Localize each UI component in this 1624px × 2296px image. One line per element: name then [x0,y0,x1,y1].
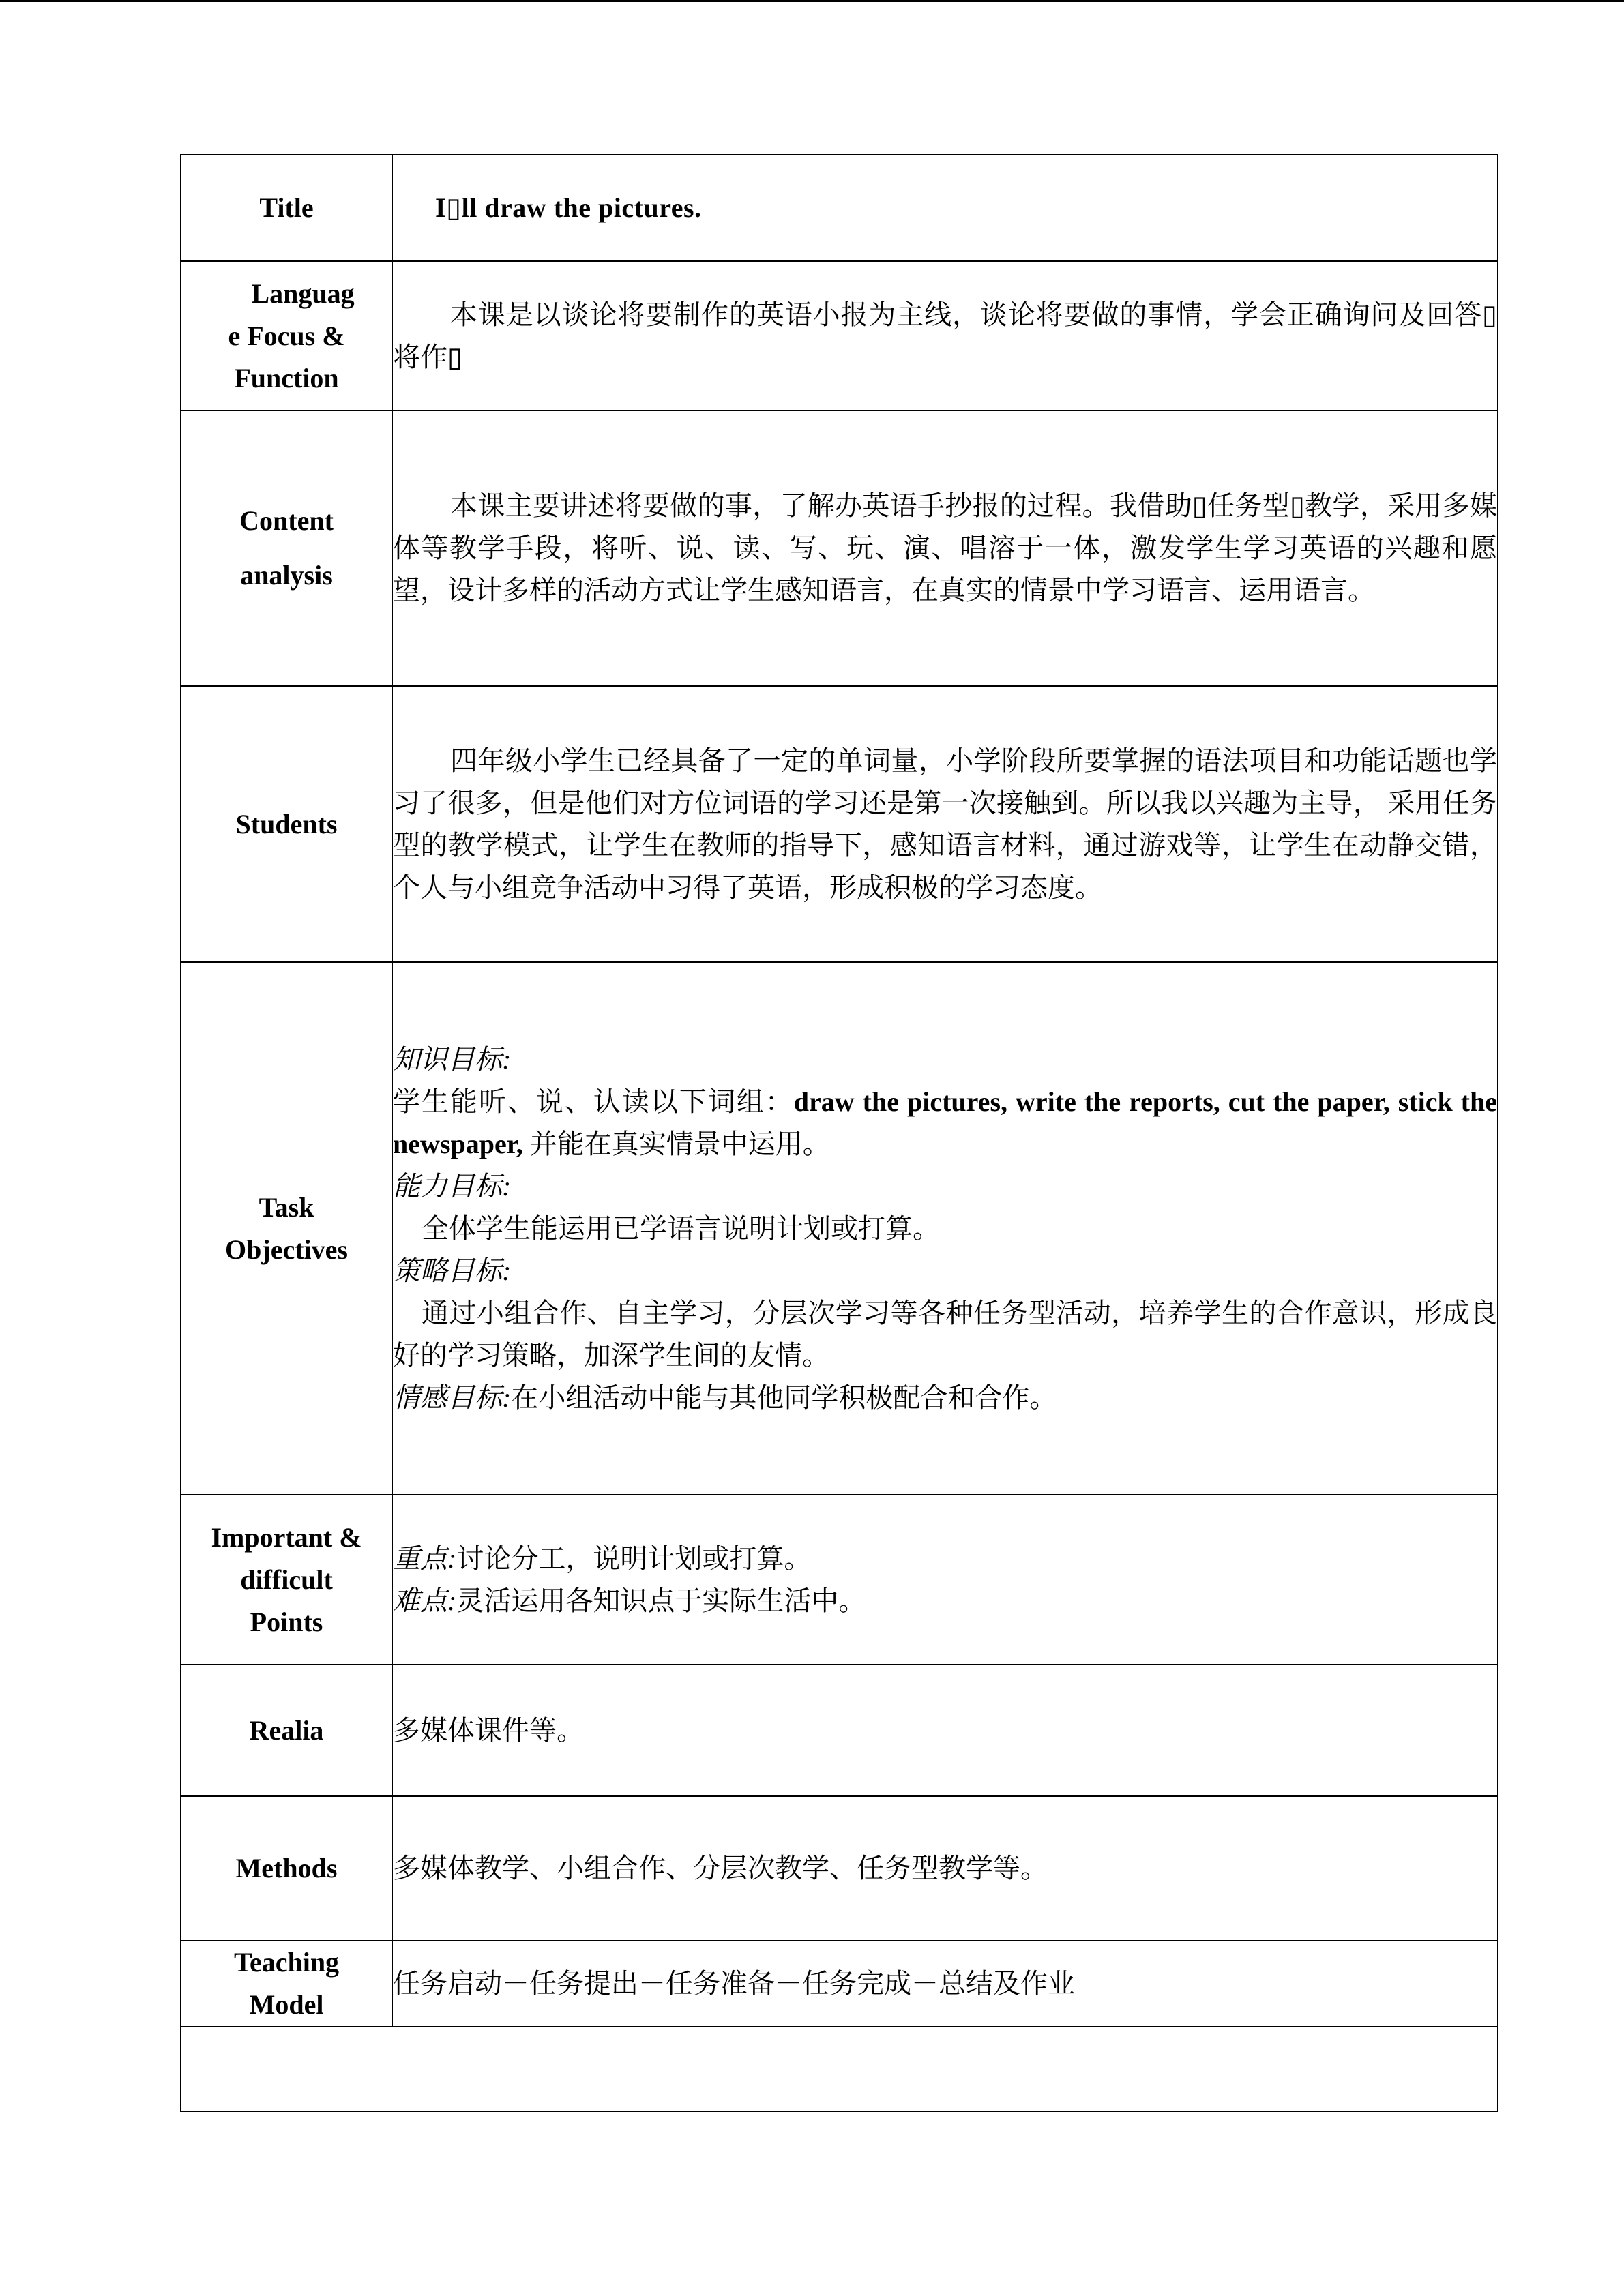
key-point-line [393,1538,1497,1580]
knowledge-text-cn: 学生能听、说、认读以下词组： [393,1086,794,1117]
students-text: 四年级小学生已经具备了一定的单词量，小学阶段所要掌握的语法项目和功能话题也学习了很多，但是他们对方位词语的学习还是第一次接触到。所以我以兴趣为主导， 采用任务型的教学模式，让学生在教师的指导下，感知语言材料，通过游戏等，让学生在动静交错，个人与小组竞争活动中习得了英语，形成积极的学习态度。 [393,745,1497,903]
title-label: Title [181,155,392,261]
knowledge-text-en: draw the pictures, write the reports, cut the paper, stick the newspaper, [393,1086,1497,1159]
row-title [181,155,1498,261]
methods-cell [392,1796,1498,1941]
content-analysis-cell [392,411,1498,686]
teaching-model-label [181,1941,392,2027]
realia-cell [392,1665,1498,1796]
methods-label: Methods [181,1796,392,1941]
content-analysis-label [181,411,392,686]
row-content-analysis [181,411,1498,686]
lesson-title: I▯ll draw the pictures. [435,192,702,223]
difficult-point-text: 灵活运用各知识点于实际生活中。 [456,1585,866,1616]
students-label: Students [181,686,392,962]
knowledge-heading: 知识目标: [393,1043,512,1075]
emotion-line [393,1377,1497,1419]
content-analysis-label-line-2: analysis [240,560,333,591]
task-objectives-label-line-2: Objectives [225,1234,348,1265]
row-important-points [181,1495,1498,1665]
language-focus-text: 本课是以谈论将要制作的英语小报为主线，谈论将要做的事情，学会正确询问及回答▯将作▯ [393,299,1497,372]
task-objectives-label-line-1: Task [259,1191,314,1223]
strategy-heading: 策略目标: [393,1255,512,1286]
important-points-cell [392,1495,1498,1665]
language-focus-label [181,261,392,411]
teaching-model-cell [392,1941,1498,2027]
methods-text: 多媒体教学、小组合作、分层次教学、任务型教学等。 [393,1853,1048,1883]
content-analysis-text: 本课主要讲述将要做的事，了解办英语手抄报的过程。我借助▯任务型▯教学，采用多媒体等教学手段，将听、说、读、写、玩、演、唱溶于一体，激发学生学习英语的兴趣和愿望，设计多样的活动方式让学生感知语言，在真实的情景中学习语言、运用语言。 [393,490,1497,606]
strategy-text: 通过小组合作、自主学习，分层次学习等各种任务型活动，培养学生的合作意识，形成良好的学习策略，加深学生间的友情。 [393,1297,1497,1371]
key-point-text: 讨论分工，说明计划或打算。 [456,1542,812,1574]
emotion-text: 在小组活动中能与其他同学积极配合和合作。 [511,1382,1057,1413]
row-students [181,686,1498,962]
row-task-objectives [181,962,1498,1495]
task-objectives-label [181,962,392,1495]
empty-cell [181,2027,1498,2111]
teaching-model-text: 任务启动－任务提出－任务准备－任务完成－总结及作业 [393,1968,1075,1999]
important-points-label-line-3: Points [250,1606,323,1637]
row-methods [181,1796,1498,1941]
teaching-model-label-line-1: Teaching [233,1947,340,1978]
realia-text: 多媒体课件等。 [393,1714,584,1746]
ability-heading: 能力目标: [393,1170,512,1202]
important-points-label [181,1495,392,1665]
language-focus-label-line-3: Function [234,362,339,393]
language-focus-cell [392,261,1498,411]
knowledge-text [393,1081,1497,1165]
realia-label: Realia [181,1665,392,1796]
important-points-label-line-1: Important & [211,1521,362,1553]
row-empty [181,2027,1498,2111]
task-objectives-cell [392,962,1498,1495]
ability-text: 全体学生能运用已学语言说明计划或打算。 [422,1212,940,1244]
row-teaching-model [181,1941,1498,2027]
emotion-heading: 情感目标: [393,1382,512,1413]
content-analysis-label-line-1: Content [239,505,334,536]
knowledge-text-tail: 并能在真实情景中运用。 [522,1128,830,1159]
row-realia [181,1665,1498,1796]
lesson-plan-table [180,154,1498,2112]
page-top-border [0,0,1624,2]
difficult-point-line [393,1580,1497,1622]
key-point-heading: 重点: [393,1542,457,1574]
language-focus-label-line-1: Languag [251,278,355,309]
important-points-label-line-2: difficult [240,1564,333,1595]
difficult-point-heading: 难点: [393,1585,457,1616]
row-language-focus [181,261,1498,411]
title-value-cell [392,155,1498,261]
teaching-model-label-line-2: Model [249,1989,324,2020]
students-cell [392,686,1498,962]
language-focus-label-line-2: e Focus & [228,320,345,351]
